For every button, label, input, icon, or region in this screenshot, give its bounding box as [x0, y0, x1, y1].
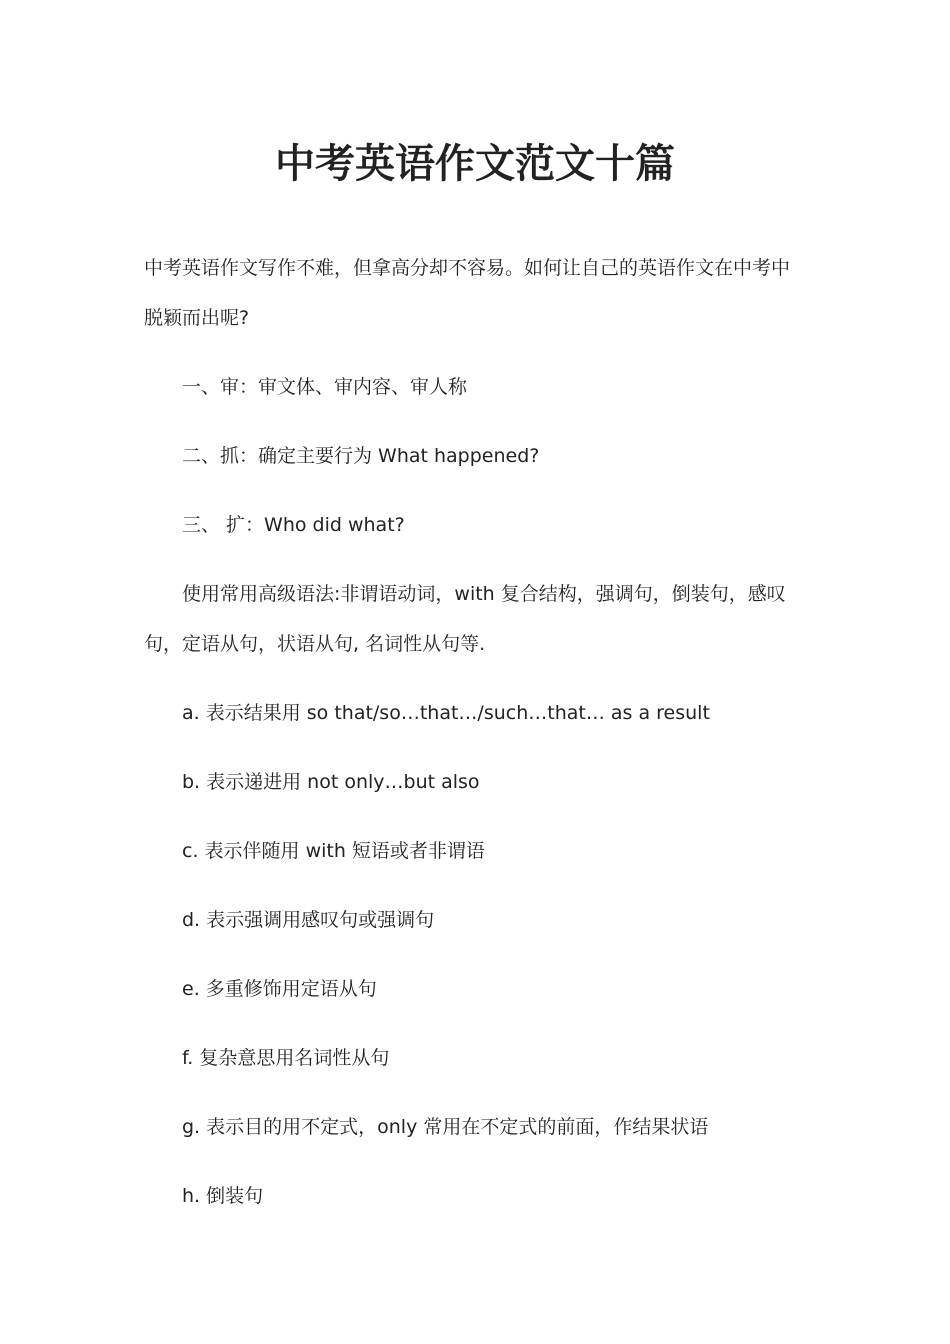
list-item: e. 多重修饰用定语从句: [182, 978, 377, 1000]
document-title: 中考英语作文范文十篇: [275, 141, 675, 187]
list-item: b. 表示递进用 not only…but also: [182, 771, 480, 793]
list-item: g. 表示目的用不定式，only 常用在不定式的前面，作结果状语: [182, 1116, 709, 1138]
list-item: h. 倒装句: [182, 1185, 264, 1207]
list-item: c. 表示伴随用 with 短语或者非谓语: [182, 840, 485, 862]
list-item: d. 表示强调用感叹句或强调句: [182, 909, 435, 931]
grammar-note-paragraph: 使用常用高级语法:非谓语动词，with 复合结构，强调句，倒装句，感叹句，定语从句，状语从句, 名词性从句等.: [144, 583, 786, 655]
step-item: 三、 扩：Who did what?: [182, 514, 405, 536]
list-item: a. 表示结果用 so that/so…that…/such…that… as a result: [182, 702, 710, 724]
list-item: f. 复杂意思用名词性从句: [182, 1047, 390, 1069]
step-item: 一、审：审文体、审内容、审人称: [182, 376, 468, 398]
intro-paragraph: 中考英语作文写作不难，但拿高分却不容易。如何让自己的英语作文在中考中脱颖而出呢?: [144, 257, 791, 329]
step-item: 二、抓：确定主要行为 What happened?: [182, 445, 540, 467]
